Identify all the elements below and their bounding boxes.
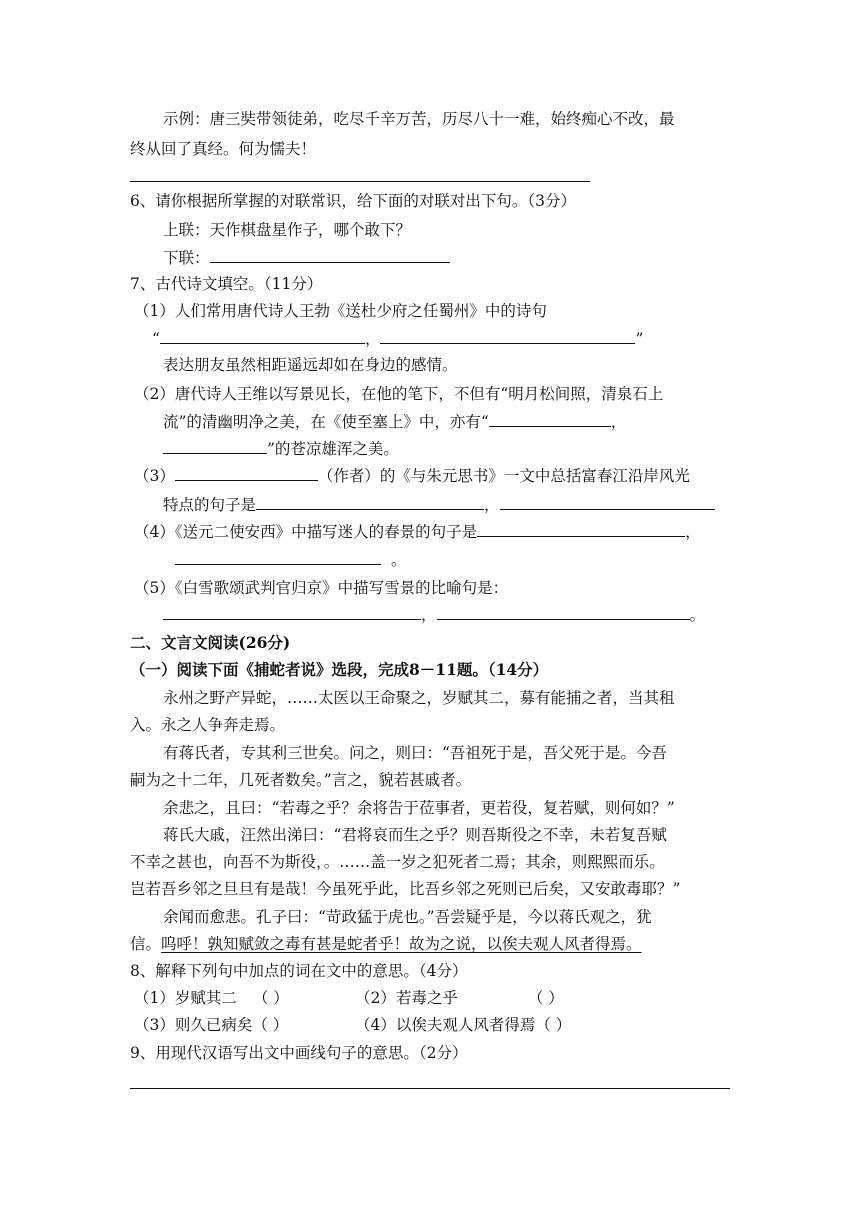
q7-p1-blank-2[interactable]: [380, 328, 635, 344]
q7-p1-blank-1[interactable]: [160, 328, 365, 344]
passage-line-3: 有蒋氏者，专其利三世矣。问之，则曰：“吾祖死于是，吾父死于是。今吾: [163, 744, 667, 762]
section2-sub1: （一）阅读下面《捕蛇者说》选段，完成8－11题。（14分）: [130, 660, 549, 679]
q7-p2-line1: （2）唐代诗人王维以写景见长，在他的笔下，不但有“明月松间照，清泉石上: [134, 385, 664, 403]
q7-p5-line2: [163, 604, 705, 626]
answer-line: [130, 181, 590, 182]
underlined-sentence: 呜呼！孰知赋敛之毒有甚是蛇者乎！故为之说，以俟夫观人风者得焉。: [161, 935, 642, 953]
q7-p4-line1: [134, 521, 701, 543]
passage-line-4: 嗣为之十二年，几死者数矣。”言之，貌若甚戚者。: [130, 771, 472, 789]
comma: ，: [364, 330, 381, 348]
passage-line-10-start: 信。: [130, 935, 162, 953]
q9-answer-line[interactable]: [130, 1088, 730, 1089]
q8-item-2-text: （2）若毒之乎: [355, 989, 458, 1007]
passage-line-1: 永州之野产异蛇，……太医以王命聚之，岁赋其二，募有能捕之者，当其租: [163, 689, 675, 707]
q6-upper: 上联：天作棋盘星作子，哪个敢下？: [163, 221, 412, 239]
q8-item-1-text: （1）岁赋其二: [134, 989, 237, 1007]
q7-p3-text-2: 特点的句子是: [163, 496, 257, 514]
q8-title: 8、解释下列句中加点的词在文中的意思。（4分）: [130, 962, 468, 980]
q7-p3-num: （3）: [134, 467, 175, 485]
q7-p3-author-blank[interactable]: [175, 465, 318, 481]
passage-line-8: 岂若吾乡邻之旦旦有是哉！今虽死乎此，比吾乡邻之死则已后矣，又安敢毒耶？”: [130, 880, 681, 898]
q7-p5-blank-1[interactable]: [163, 604, 421, 620]
passage-line-6: 蒋氏大戚，汪然出涕曰：“君将哀而生之乎？则吾斯役之不幸，未若复吾赋: [163, 826, 667, 844]
passage-line-9: 余闻而愈悲。孔子曰：“苛政猛于虎也。”吾尝疑乎是，今以蒋氏观之，犹: [163, 908, 652, 926]
open-quote: “: [152, 330, 160, 348]
comma: ，: [421, 606, 437, 624]
passage-line-5: 余悲之，且曰：“若毒之乎？余将告于莅事者，更若役，复若赋，则何如？”: [163, 799, 675, 817]
q7-p2-text: 流”的清幽明净之美，在《使至塞上》中，亦有“: [163, 413, 489, 431]
period: 。: [689, 606, 706, 624]
q8-item-2: [355, 987, 564, 1009]
q7-p3-blank-2[interactable]: [500, 494, 715, 510]
q7-p2-blank-1[interactable]: [489, 411, 611, 427]
q8-item-2-blank[interactable]: （ ）: [527, 989, 564, 1007]
q7-p2-line3: [163, 438, 399, 460]
q8-item-3[interactable]: （3）则久已病矣（ ）: [134, 1016, 289, 1034]
q7-p5-blank-2[interactable]: [437, 604, 690, 620]
q8-item-1-blank[interactable]: （ ）: [252, 989, 289, 1007]
example-line-2: 终从回了真经。何为懦夫！: [130, 140, 317, 158]
comma: ，: [685, 523, 701, 541]
q7-p3-line2: [163, 494, 715, 516]
q7-p2-tail: ”的苍凉雄浑之美。: [267, 440, 399, 458]
q7-title: 7、古代诗文填空。（11分）: [130, 275, 323, 293]
q7-p1-line3: 表达朋友虽然相距遥远却如在身边的感情。: [163, 356, 458, 374]
passage-line-2: 入。永之人争奔走焉。: [130, 716, 286, 734]
q7-p5-line1: （5）《白雪歌颂武判官归京》中描写雪景的比喻句是：: [134, 579, 509, 597]
section2-title: 二、文言文阅读(26分): [130, 633, 291, 652]
q7-p2-blank-2[interactable]: [163, 438, 267, 454]
q7-p3-text: （作者）的《与朱元思书》一文中总括富春江沿岸风光: [317, 467, 690, 485]
q7-p1-line1: （1）人们常用唐代诗人王勃《送杜少府之任蜀州》中的诗句: [134, 302, 547, 320]
close-quote: ”: [635, 330, 644, 348]
q7-p3-line1: [134, 465, 690, 487]
comma: ，: [610, 413, 627, 431]
q6-title: 6、请你根据所掌握的对联常识，给下面的对联对出下句。（3分）: [130, 192, 576, 210]
q7-p4-blank-1[interactable]: [477, 521, 685, 537]
example-line-1: 示例：唐三奘带领徒弟，吃尽千辛万苦，历尽八十一难，始终痴心不改，最: [163, 110, 675, 128]
q7-p4-line2: [175, 549, 407, 571]
q7-p3-blank-1[interactable]: [256, 494, 484, 510]
q8-item-4[interactable]: （4）以俟夫观人风者得焉（ ）: [355, 1016, 572, 1034]
q7-p4-blank-2[interactable]: [175, 549, 381, 565]
q7-p1-line2: [152, 328, 643, 350]
q6-lower-label: 下联：: [163, 249, 210, 267]
passage-line-10: [130, 933, 642, 955]
q9-title: 9、用现代汉语写出文中画线句子的意思。（2分）: [130, 1044, 468, 1062]
passage-line-7: 不幸之甚也，向吾不为斯役，。……盖一岁之犯死者二焉；其余，则熙熙而乐。: [130, 853, 665, 871]
q7-p2-line2: [163, 411, 626, 433]
period: 。: [391, 551, 407, 569]
q6-lower-row: [163, 247, 450, 269]
comma: ，: [484, 496, 500, 514]
q7-p4-text: （4）《送元二使安西》中描写迷人的春景的句子是: [134, 523, 478, 541]
q8-item-1: [134, 987, 289, 1009]
q6-lower-blank[interactable]: [210, 247, 450, 263]
